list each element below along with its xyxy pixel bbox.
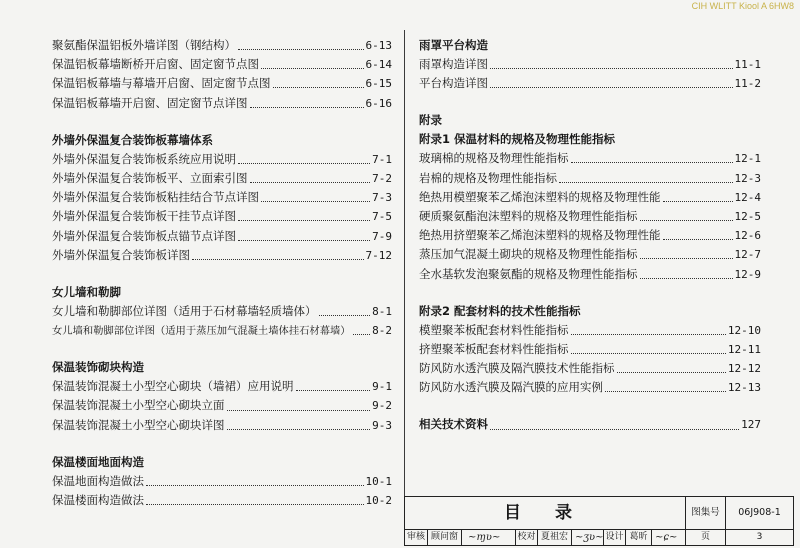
toc-entry[interactable] — [419, 321, 761, 340]
leader-dots — [571, 345, 726, 354]
leader-dots — [238, 41, 364, 50]
leader-dots — [192, 251, 364, 260]
toc-entry[interactable] — [52, 94, 392, 113]
toc-entry[interactable] — [419, 188, 761, 207]
toc-entry[interactable] — [419, 149, 761, 168]
toc-entry-page: 12-1 — [734, 152, 761, 166]
toc-entry[interactable] — [52, 396, 392, 415]
toc-entry[interactable] — [419, 245, 761, 264]
leader-dots — [273, 79, 364, 88]
leader-dots — [296, 382, 371, 391]
title-block-row-bottom — [405, 529, 793, 545]
toc-entry-page: 12-5 — [734, 209, 761, 223]
toc-entry-page: 8-1 — [372, 304, 392, 318]
sheet-title: 目 录 — [504, 503, 586, 523]
toc-entry-title: 蒸压加气混凝土砌块的规格及物理性能指标 — [419, 247, 638, 262]
toc-entry-title: 聚氨酯保温铝板外墙详图（钢结构） — [52, 38, 236, 52]
column-divider — [404, 30, 405, 496]
toc-entry[interactable] — [419, 169, 761, 188]
leader-dots — [617, 364, 726, 373]
toc-entry-title: 保温铝板幕墙断桥开启窗、固定窗节点图 — [52, 57, 259, 72]
toc-entry-title: 女儿墙和勒脚部位详图（适用于蒸压加气混凝土墙体挂石材幕墙） — [52, 325, 351, 338]
toc-entry-title: 外墙外保温复合装饰板系统应用说明 — [52, 151, 236, 166]
toc-entry-page: 7-2 — [372, 171, 392, 185]
title-block-row-top — [405, 497, 793, 530]
toc-entry-page: 12-9 — [734, 267, 761, 281]
toc-entry[interactable] — [52, 246, 392, 265]
leader-dots — [640, 250, 733, 259]
toc-entry-page: 7-12 — [365, 248, 392, 262]
leader-dots — [319, 307, 371, 316]
toc-entry-list — [419, 149, 761, 283]
toc-entry[interactable] — [52, 55, 392, 74]
toc-entry-page: 9-2 — [372, 399, 392, 413]
toc-entry-page: 8-2 — [372, 324, 392, 338]
leader-dots — [571, 326, 726, 335]
toc-section-aluminum — [52, 36, 392, 113]
leader-dots — [605, 383, 726, 392]
toc-entry[interactable] — [419, 378, 761, 397]
toc-entry-title: 防风防水透汽膜及隔汽膜技术性能指标 — [419, 361, 615, 376]
toc-entry-related[interactable] — [419, 415, 761, 434]
toc-entry-title: 保温楼面构造做法 — [52, 493, 144, 507]
toc-entry-page: 12-4 — [734, 190, 761, 204]
toc-entry-page: 12-13 — [727, 381, 761, 395]
leader-dots — [261, 60, 364, 69]
section-heading: 保温楼面地面构造 — [52, 454, 144, 469]
check-label: 校对 — [515, 529, 537, 545]
appendix1-heading: 附录1 保温材料的规格及物理性能指标 — [419, 132, 616, 147]
designer-name: 葛昕 — [625, 529, 651, 545]
toc-entry[interactable] — [52, 302, 392, 321]
toc-entry-title: 保温装饰混凝土小型空心砌块详图 — [52, 417, 225, 432]
leader-dots — [250, 99, 364, 108]
toc-entry-page: 12-12 — [727, 362, 761, 376]
signature-mark: ~ɕ~ — [655, 532, 678, 543]
toc-entry-page: 9-1 — [372, 380, 392, 394]
leader-dots — [490, 79, 733, 88]
leader-dots — [353, 326, 371, 335]
toc-entry-title: 保温地面构造做法 — [52, 473, 144, 488]
toc-entry-page: 12-6 — [734, 229, 761, 243]
toc-entry-title: 保温装饰混凝土小型空心砌块立面 — [52, 398, 225, 413]
leader-dots — [640, 270, 733, 279]
checker-signature — [571, 529, 603, 545]
toc-entry-title: 保温铝板幕墙与幕墙开启窗、固定窗节点图 — [52, 76, 271, 91]
toc-entry[interactable] — [52, 321, 392, 340]
toc-entry-list — [419, 321, 761, 398]
toc-entry-page: 11-1 — [734, 58, 761, 71]
toc-entry[interactable] — [52, 74, 392, 93]
toc-section-appendix1 — [419, 130, 761, 283]
toc-entry-title: 挤塑聚苯板配套材料性能指标 — [419, 341, 569, 356]
toc-entry-page: 6-15 — [365, 77, 392, 91]
leader-dots — [571, 154, 733, 163]
leader-dots — [640, 212, 733, 221]
leader-dots — [261, 193, 370, 202]
toc-right-column — [419, 36, 761, 453]
appendix-heading: 附录 — [419, 113, 442, 128]
reviewer-name: 顾问窗 — [427, 529, 461, 545]
toc-entry[interactable] — [52, 491, 392, 510]
toc-left-sections — [52, 131, 392, 510]
section-heading: 雨罩平台构造 — [419, 38, 488, 52]
toc-entry-page: 7-5 — [372, 210, 392, 224]
toc-entry-page: 7-1 — [372, 152, 392, 166]
leader-dots — [227, 421, 371, 430]
leader-dots — [250, 174, 371, 183]
toc-entry-page: 11-2 — [734, 77, 761, 91]
toc-entry[interactable] — [52, 207, 392, 226]
review-label: 审核 — [406, 532, 425, 542]
signature-mark: ~ʒʋ~ — [575, 532, 604, 543]
toc-entry-title: 外墙外保温复合装饰板点锚节点详图 — [52, 228, 236, 243]
checker-name: 夏祖宏 — [537, 529, 571, 545]
toc-entry-title: 女儿墙和勒脚部位详图（适用于石材幕墙轻质墙体） — [52, 303, 317, 318]
toc-entry[interactable] — [419, 265, 761, 284]
leader-dots — [663, 193, 733, 202]
toc-entry[interactable] — [52, 377, 392, 396]
toc-entry[interactable] — [52, 416, 392, 435]
toc-entry-title: 平台构造详图 — [419, 76, 488, 91]
appendix2-heading: 附录2 配套材料的技术性能指标 — [419, 303, 581, 318]
toc-section-appendix2 — [419, 302, 761, 398]
toc-section-related — [419, 415, 761, 434]
toc-entry[interactable] — [419, 74, 761, 93]
leader-dots — [559, 174, 733, 183]
toc-entry[interactable] — [419, 340, 761, 359]
title-block — [404, 496, 794, 546]
section-heading: 保温装饰砌块构造 — [52, 360, 144, 375]
leader-dots — [227, 402, 371, 411]
reviewer-signature — [461, 529, 515, 545]
leader-dots — [146, 496, 364, 505]
toc-entry[interactable] — [52, 36, 392, 55]
toc-entry-list — [419, 55, 761, 93]
toc-left-column — [52, 36, 392, 528]
toc-entry-title: 保温铝板幕墙开启窗、固定窗节点详图 — [52, 95, 248, 110]
toc-entry-page: 6-16 — [365, 96, 392, 110]
toc-entry-page: 6-14 — [365, 58, 392, 72]
leader-dots — [490, 421, 739, 430]
toc-entry-page: 7-9 — [372, 229, 392, 243]
toc-entry-page: 12-11 — [727, 342, 761, 356]
leader-dots — [663, 231, 733, 240]
toc-entry-list — [52, 36, 392, 113]
toc-entry-title: 外墙外保温复合装饰板干挂节点详图 — [52, 209, 236, 224]
designer-signature — [651, 529, 685, 545]
toc-entry-page: 10-2 — [365, 494, 392, 507]
section-heading: 女儿墙和勒脚 — [52, 284, 121, 299]
leader-dots — [238, 155, 370, 164]
toc-entry-page: 12-10 — [727, 323, 761, 337]
toc-entry-title: 外墙外保温复合装饰板粘挂结合节点详图 — [52, 190, 259, 205]
toc-entry-title: 绝热用模塑聚苯乙烯泡沫塑料的规格及物理性能 — [419, 189, 661, 204]
leader-dots — [146, 477, 364, 486]
toc-entry-title: 玻璃棉的规格及物理性能指标 — [419, 151, 569, 166]
toc-entry-title: 保温装饰混凝土小型空心砌块（墙裙）应用说明 — [52, 379, 294, 394]
design-label: 设计 — [603, 529, 625, 545]
toc-entry-page: 9-3 — [372, 418, 392, 432]
page-label: 页 — [685, 529, 725, 545]
toc-entry-title: 防风防水透汽膜及隔汽膜的应用实例 — [419, 380, 603, 395]
signature-mark: ~ɱʋ~ — [468, 532, 501, 543]
toc-entry-page: 10-1 — [365, 474, 392, 488]
toc-section — [52, 358, 392, 435]
toc-entry-title: 绝热用挤塑聚苯乙烯泡沫塑料的规格及物理性能 — [419, 228, 661, 243]
atlas-number: 06J908-1 — [725, 497, 793, 529]
atlas-label: 图集号 — [685, 497, 725, 529]
toc-entry[interactable] — [419, 226, 761, 245]
toc-entry-page: 12-3 — [734, 171, 761, 185]
toc-entry-page: 6-13 — [365, 39, 392, 52]
toc-entry[interactable] — [52, 227, 392, 246]
toc-section — [52, 283, 392, 340]
toc-entry-title: 雨罩构造详图 — [419, 57, 488, 71]
watermark-text: CIH WLITT Kiool A 6HW8 — [691, 1, 794, 11]
toc-entry-title: 模塑聚苯板配套材料性能指标 — [419, 322, 569, 337]
toc-entry[interactable] — [52, 169, 392, 188]
toc-entry-title: 全水基软发泡聚氨酯的规格及物理性能指标 — [419, 266, 638, 281]
toc-entry-page: 12-7 — [734, 248, 761, 262]
toc-section — [52, 131, 392, 265]
toc-entry[interactable] — [419, 359, 761, 378]
toc-entry-title: 外墙外保温复合装饰板平、立面索引图 — [52, 170, 248, 185]
toc-entry[interactable] — [419, 55, 761, 74]
leader-dots — [238, 212, 370, 221]
toc-entry-page: 127 — [741, 418, 761, 432]
leader-dots — [238, 232, 370, 241]
toc-entry-page: 7-3 — [372, 191, 392, 205]
leader-dots — [490, 60, 733, 69]
toc-entry-title: 岩棉的规格及物理性能指标 — [419, 170, 557, 185]
toc-section-canopy — [419, 36, 761, 93]
toc-entry[interactable] — [52, 188, 392, 207]
toc-entry[interactable] — [52, 472, 392, 491]
toc-entry-title: 外墙外保温复合装饰板详图 — [52, 247, 190, 262]
toc-entry[interactable] — [419, 207, 761, 226]
page-number: 3 — [725, 529, 793, 545]
toc-entry[interactable] — [52, 150, 392, 169]
toc-entry-title: 相关技术资料 — [419, 417, 488, 432]
toc-section — [52, 453, 392, 510]
toc-entry-title: 硬质聚氨酯泡沫塑料的规格及物理性能指标 — [419, 208, 638, 223]
section-heading: 外墙外保温复合装饰板幕墙体系 — [52, 132, 213, 147]
